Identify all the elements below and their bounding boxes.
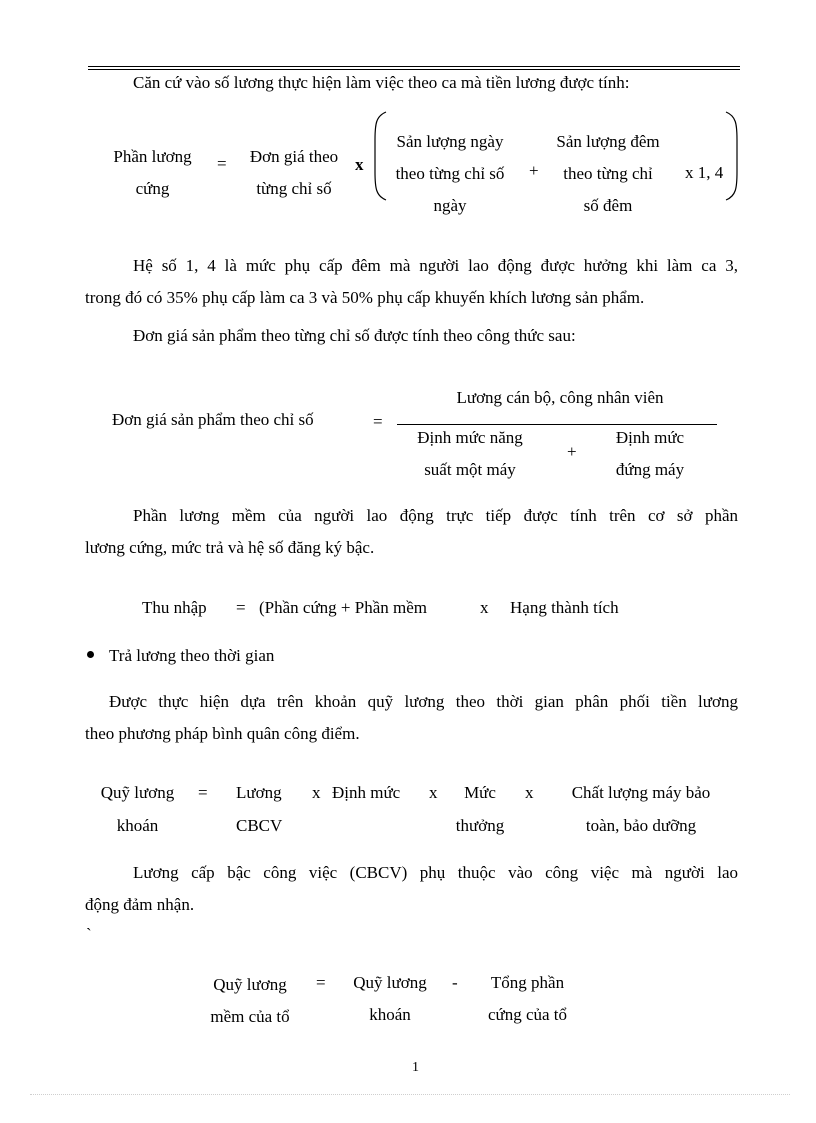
paragraph-thoi-gian-line1: Được thực hiện dựa trên khoản quỹ lương theo thời gian phân phối tiền lương [109, 692, 738, 711]
f1-ngay-line2: theo từng chỉ số [395, 164, 505, 183]
f2-dinh-muc-nang-suat-line1: Định mức năng [417, 428, 523, 447]
footer-dotted-line [30, 1094, 790, 1095]
f5-equals: = [316, 973, 326, 992]
f3-equals: = [236, 598, 246, 617]
f4-chat-luong-line2: toàn, bảo dưỡng [585, 816, 697, 835]
f4-muc-line1: Mức [464, 783, 496, 802]
f5-minus: - [452, 973, 458, 992]
stray-mark: ` [86, 925, 92, 944]
paragraph-luong-mem-line2: lương cứng, mức trả và hệ số đăng ký bậc. [85, 538, 375, 557]
f1-equals: = [217, 154, 227, 173]
f4-quy-luong-line1: Quỹ lương [100, 783, 175, 802]
f2-numerator: Lương cán bộ, công nhân viên [456, 388, 664, 407]
f1-dem-line2: theo từng chỉ [563, 164, 653, 183]
f5-quy-luong-khoan-line2: khoán [369, 1005, 411, 1024]
header-rule-bottom [88, 69, 740, 70]
f5-quy-luong-mem-line2: mềm của tổ [210, 1007, 290, 1026]
f1-ngay-line1: Sản lượng ngày [396, 132, 504, 151]
f2-dinh-muc-dung-may-line2: đứng máy [615, 460, 685, 479]
page-number: 1 [412, 1060, 419, 1075]
f1-lhs-line2: cứng [135, 179, 170, 198]
f5-quy-luong-khoan-line1: Quỹ lương [353, 973, 427, 992]
f1-lhs-line1: Phần lương [113, 147, 192, 166]
f1-dem-line3: số đêm [583, 196, 633, 215]
f3-hang-thanh-tich: Hạng thành tích [510, 598, 619, 617]
f2-equals: = [373, 412, 383, 431]
f3-thu-nhap: Thu nhập [142, 598, 207, 617]
header-rule-top [88, 66, 740, 67]
f3-multiply: x [480, 598, 489, 617]
f5-quy-luong-mem-line1: Quỹ lương [213, 975, 287, 994]
f1-dongia-line1: Đơn giá theo [249, 147, 339, 166]
paragraph-don-gia: Đơn giá sản phẩm theo từng chỉ số được tính theo công thức sau: [133, 326, 576, 345]
paragraph-cbcv-line1: Lương cấp bậc công việc (CBCV) phụ thuộc vào công việc mà người lao [133, 863, 738, 882]
f4-multiply-3: x [525, 783, 534, 802]
f4-equals: = [198, 783, 208, 802]
f3-phan-cung-mem: (Phần cứng + Phần mềm [259, 598, 427, 617]
f4-quy-luong-line2: khoán [116, 816, 159, 835]
f2-plus: + [567, 442, 577, 461]
fraction-bar [397, 424, 717, 425]
f4-muc-line2: thưởng [455, 816, 505, 835]
paragraph-cbcv-line2: động đảm nhận. [85, 895, 195, 914]
f1-dongia-line2: từng chỉ số [256, 179, 332, 198]
left-paren-icon [372, 110, 388, 202]
f2-dinh-muc-dung-may-line1: Định mức [615, 428, 685, 447]
f5-tong-phan-cung-line1: Tổng phần [490, 973, 565, 992]
intro-text: Căn cứ vào số lương thực hiện làm việc theo ca mà tiền lương được tính: [133, 73, 630, 92]
paragraph-he-so-line2: trong đó có 35% phụ cấp làm ca 3 và 50% phụ cấp khuyến khích lương sản phẩm. [85, 288, 645, 307]
paragraph-he-so-line1: Hệ số 1, 4 là mức phụ cấp đêm mà người lao động được hưởng khi làm ca 3, [133, 256, 738, 275]
right-paren-icon [724, 110, 740, 202]
bullet-dot-icon [87, 651, 94, 658]
f1-plus: + [529, 161, 539, 180]
f2-lhs: Đơn giá sản phẩm theo chỉ số [112, 410, 314, 429]
f1-multiply: x [355, 155, 364, 174]
f4-luong-line2: CBCV [236, 816, 283, 835]
f1-coefficient: x 1, 4 [685, 163, 724, 182]
f4-chat-luong-line1: Chất lượng máy bảo [571, 783, 711, 802]
bullet-tra-luong-thoi-gian: Trả lương theo thời gian [109, 646, 275, 665]
f4-multiply-2: x [429, 783, 438, 802]
f5-tong-phan-cung-line2: cứng của tổ [487, 1005, 568, 1024]
f4-dinh-muc: Định mức [332, 783, 401, 802]
f4-luong-line1: Lương [236, 783, 282, 802]
f1-dem-line1: Sản lượng đêm [556, 132, 660, 151]
f2-dinh-muc-nang-suat-line2: suất một máy [424, 460, 516, 479]
f1-ngay-line3: ngày [433, 196, 467, 215]
paragraph-thoi-gian-line2: theo phương pháp bình quân công điểm. [85, 724, 360, 743]
paragraph-luong-mem-line1: Phần lương mềm của người lao động trực tiếp được tính trên cơ sở phần [133, 506, 738, 525]
f4-multiply-1: x [312, 783, 321, 802]
